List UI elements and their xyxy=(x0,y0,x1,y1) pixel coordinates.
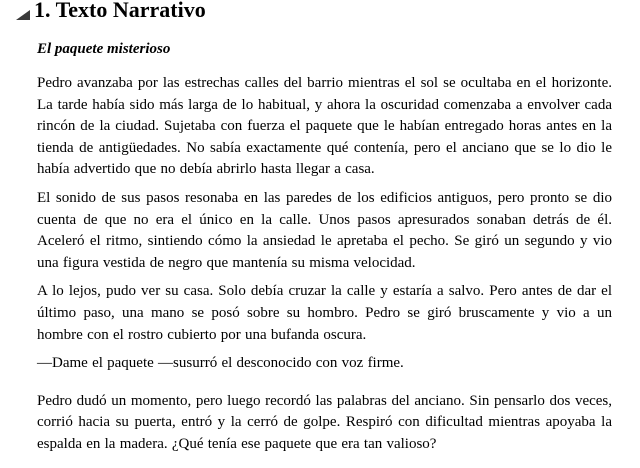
section-heading-label: 1. Texto Narrativo xyxy=(34,0,206,22)
story-paragraph-dialogue: —Dame el paquete —susurró el desconocido con voz firme. xyxy=(37,355,404,372)
heading-collapse-triangle-icon[interactable] xyxy=(16,10,30,20)
story-paragraph-5: Pedro dudó un momento, pero luego recordó las palabras del anciano. Sin pensarlo dos veces, corrió hacia su puerta, entró y la cerró de golpe. Respiró con dificultad mientras apoyaba la espalda en la madera. ¿Qué tenía ese paquete que era tan valioso? xyxy=(37,392,612,452)
story-paragraph-2: El sonido de sus pasos resonaba en las paredes de los edificios antiguos, pero pronto se dio cuenta de que no era el único en la calle. Unos pasos apresurados sonaban detrás de él. Aceleró el ritmo, sintiendo cómo la ansiedad le apretaba el pecho. Se giró un segundo y vio una figura vestida de negro que mantenía su misma velocidad. xyxy=(37,189,612,271)
document-content xyxy=(34,0,612,456)
section-heading xyxy=(34,0,612,23)
story-paragraph-1: Pedro avanzaba por las estrechas calles del barrio mientras el sol se ocultaba en el horizonte. La tarde había sido más larga de lo habitual, y ahora la oscuridad comenzaba a envolver cada rincón de la ciudad. Sujetaba con fuerza el paquete que le habían entregado horas antes en la tienda de antigüedades. No sabía exactamente qué contenía, pero el anciano que se lo dio le había advertido que no debía abrirlo hasta llegar a casa. xyxy=(37,75,612,178)
story-paragraph-3: A lo lejos, pudo ver su casa. Solo debía cruzar la calle y estaría a salvo. Pero antes de dar el último paso, una mano se posó sobre su hombro. Pedro se giró bruscamente y vio a un hombre con el rostro cubierto por una bufanda oscura. xyxy=(37,283,612,343)
story-title: El paquete misterioso xyxy=(37,41,171,57)
